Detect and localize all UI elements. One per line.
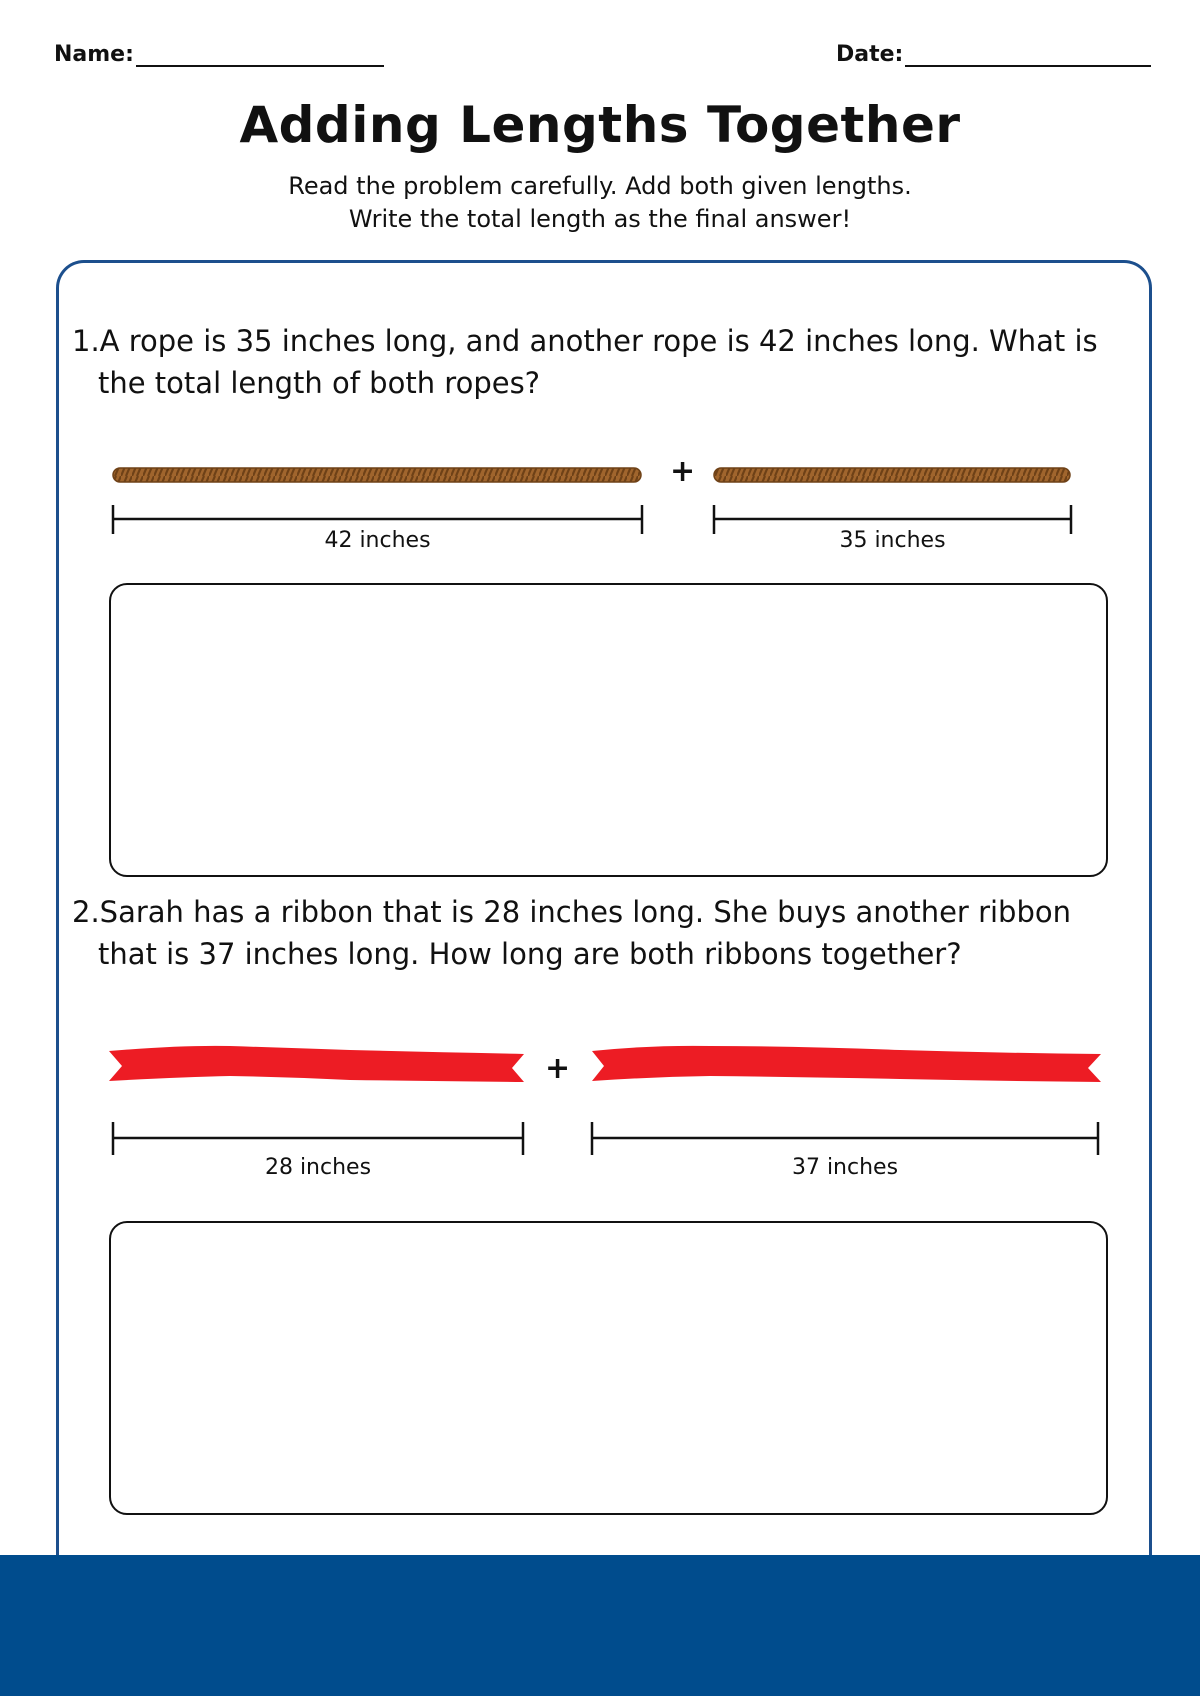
problem-1-number: 1. [72, 324, 100, 358]
ribbon-left [109, 1046, 524, 1082]
label-28-inches: 28 inches [264, 1155, 372, 1180]
label-37-inches: 37 inches [791, 1155, 899, 1180]
problem-2-question: Sarah has a ribbon that is 28 inches long. She buys another ribbon that is 37 inches long. How long are both ribbons together? [98, 895, 1071, 971]
label-42-inches: 42 inches [324, 528, 431, 553]
problem-1-question: A rope is 35 inches long, and another rope is 42 inches long. What is the total length of both ropes? [98, 324, 1098, 400]
worksheet-title: Adding Lengths Together [239, 96, 961, 154]
instruction-line-1: Read the problem carefully. Add both given lengths. [288, 172, 912, 200]
answer-box-1[interactable] [109, 583, 1108, 877]
plus-sign-2: + [545, 1051, 571, 1086]
problem-2-number: 2. [72, 895, 100, 929]
date-label: Date: [836, 42, 904, 67]
measure-bar-28-inches [113, 1122, 523, 1155]
instruction-line-2: Write the total length as the final answer! [348, 205, 852, 233]
rope-left [113, 468, 641, 482]
plus-sign-1: + [670, 454, 696, 489]
name-label: Name: [54, 42, 134, 67]
answer-box-2[interactable] [109, 1221, 1108, 1515]
rope-right [714, 468, 1070, 482]
ribbon-right [592, 1046, 1101, 1082]
label-35-inches: 35 inches [839, 528, 946, 553]
measure-bar-37-inches [592, 1122, 1098, 1155]
